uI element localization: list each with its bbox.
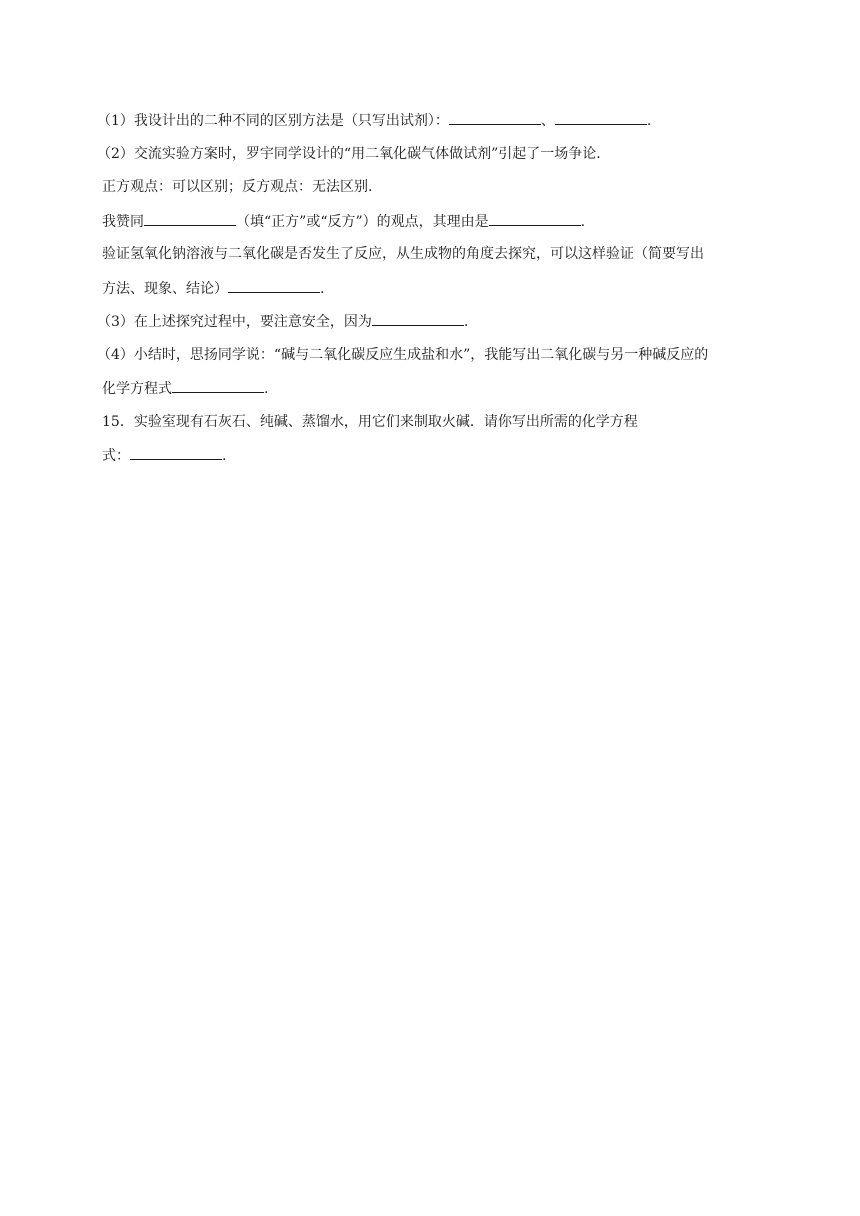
answer-blank-2[interactable] (555, 108, 647, 125)
q15-text1: 15．实验室现有石灰石、纯碱、蒸馏水，用它们来制取火碱．请你写出所需的化学方程 (102, 413, 638, 430)
q14-part2-line3 (102, 209, 762, 243)
q14-part2-text5a: 方法、现象、结论） (102, 280, 228, 297)
q14-part2-text3b: （填“正方”或“反方”）的观点，其理由是 (236, 213, 489, 230)
q14-part2-text5-end: . (320, 280, 325, 297)
q14-part4-line1 (97, 343, 762, 377)
answer-blank-4[interactable] (489, 209, 581, 226)
q14-part2-line2 (102, 175, 762, 209)
q14-part2-line1 (97, 142, 762, 176)
q14-part4-text2-end: . (264, 381, 269, 397)
answer-blank-8[interactable] (130, 443, 222, 460)
q14-part1-line (97, 108, 762, 142)
q14-part1-end: . (646, 113, 652, 129)
answer-blank-5[interactable] (228, 276, 320, 293)
q14-part2-text3a: 我赞同 (102, 213, 144, 230)
q14-part3-line (97, 309, 762, 343)
q14-part4-text2a: 化学方程式 (102, 381, 172, 397)
q14-part2-line4 (102, 242, 762, 276)
q14-part3-text: （3）在上述探究过程中，要注意安全，因为 (97, 314, 372, 330)
q14-part2-text1: （2）交流实验方案时，罗宇同学设计的“用二氧化碳气体做试剂”引起了一场争论. (97, 145, 601, 162)
answer-blank-3[interactable] (144, 209, 236, 226)
q14-part4-line2 (102, 376, 762, 410)
answer-blank-1[interactable] (449, 108, 541, 125)
q14-part2-text2: 正方观点：可以区别；反方观点：无法区别. (102, 179, 373, 195)
answer-blank-7[interactable] (172, 376, 264, 393)
q14-part2-text3-end: . (580, 213, 586, 230)
q14-part1-text: （1）我设计出的二种不同的区别方法是（只写出试剂）： (97, 113, 449, 129)
q14-part4-text1: （4）小结时，思扬同学说：“碱与二氧化碳反应生成盐和水”，我能写出二氧化碳与另一种碱反应的 (97, 346, 709, 363)
q14-part2-line5 (102, 276, 762, 310)
q15-text2-end: . (222, 448, 227, 464)
q15-line2 (102, 443, 762, 477)
q14-part3-end: . (463, 314, 469, 330)
answer-blank-6[interactable] (372, 309, 464, 326)
q14-part1-sep: 、 (540, 113, 555, 129)
worksheet-page (97, 108, 762, 477)
q14-part2-text4: 验证氢氧化钠溶液与二氧化碳是否发生了反应，从生成物的角度去探究，可以这样验证（简要写出 (102, 246, 704, 262)
q15-text2a: 式： (102, 448, 130, 464)
q15-line1 (102, 410, 762, 444)
